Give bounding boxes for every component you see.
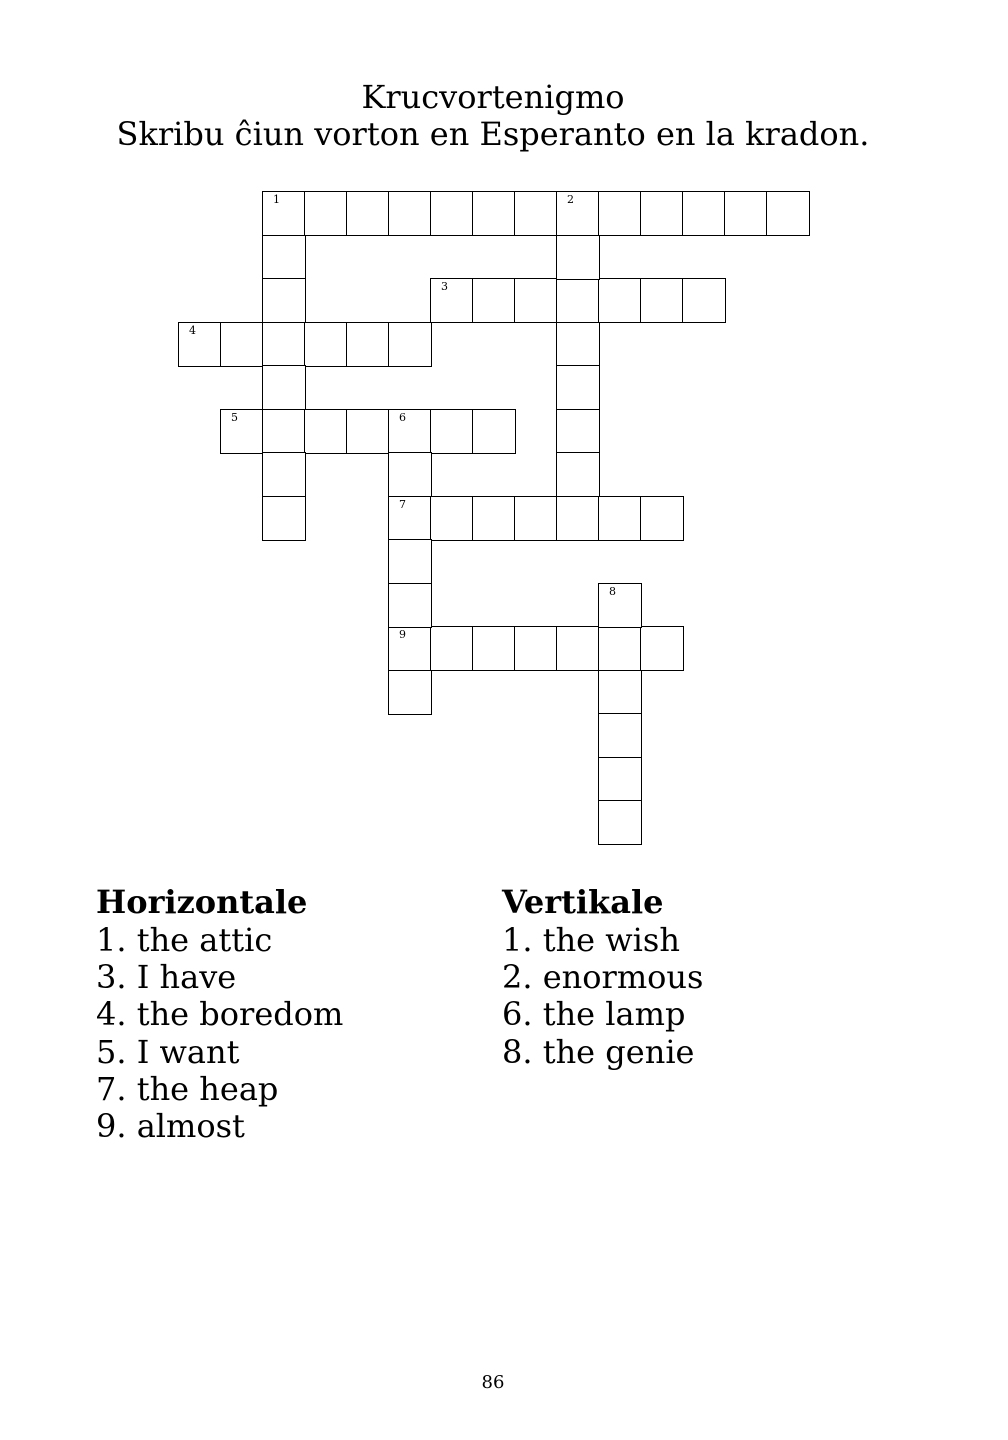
crossword-cell[interactable]	[598, 757, 642, 802]
clue-number: 2	[567, 193, 574, 206]
crossword-cell[interactable]	[598, 191, 642, 236]
crossword-cell[interactable]	[262, 278, 306, 323]
crossword-cell[interactable]	[640, 626, 684, 671]
crossword-cell[interactable]	[388, 322, 432, 367]
page-title: Krucvortenigmo	[361, 78, 625, 116]
across-clue: 1. the attic	[96, 921, 273, 959]
crossword-cell[interactable]	[262, 452, 306, 497]
crossword-cell[interactable]	[640, 496, 684, 541]
page-number: 86	[481, 1372, 505, 1393]
crossword-cell[interactable]	[472, 626, 516, 671]
crossword-cell[interactable]	[388, 191, 432, 236]
crossword-cell[interactable]	[556, 496, 600, 541]
crossword-cell[interactable]	[262, 235, 306, 280]
crossword-cell[interactable]	[388, 583, 432, 628]
crossword-cell[interactable]	[220, 409, 264, 454]
crossword-cell[interactable]	[430, 496, 474, 541]
crossword-cell[interactable]	[598, 496, 642, 541]
down-clue: 6. the lamp	[502, 995, 686, 1034]
crossword-cell[interactable]	[598, 278, 642, 323]
crossword-cell[interactable]	[346, 322, 390, 367]
crossword-cell[interactable]	[556, 452, 600, 497]
clue-number: 3	[441, 280, 448, 293]
crossword-cell[interactable]	[430, 409, 474, 454]
crossword-cell[interactable]	[598, 713, 642, 758]
crossword-cell[interactable]	[262, 365, 306, 410]
crossword-cell[interactable]	[556, 235, 600, 280]
down-heading: Vertikale	[502, 883, 664, 921]
crossword-cell[interactable]	[514, 278, 558, 323]
crossword-cell[interactable]	[262, 322, 306, 367]
crossword-cell[interactable]	[388, 670, 432, 715]
across-clue: 7. the heap	[96, 1069, 279, 1108]
crossword-cell[interactable]	[766, 191, 810, 236]
across-clue: 9. almost	[96, 1107, 245, 1146]
crossword-cell[interactable]	[682, 191, 726, 236]
crossword-cell[interactable]	[682, 278, 726, 323]
crossword-cell[interactable]	[640, 278, 684, 323]
clue-number: 5	[231, 410, 238, 424]
crossword-cell[interactable]	[472, 409, 516, 454]
crossword-cell[interactable]	[388, 626, 432, 671]
down-clue: 1. the wish	[502, 921, 680, 959]
crossword-cell[interactable]	[262, 191, 306, 236]
crossword-cell[interactable]	[472, 496, 516, 541]
crossword-cell[interactable]	[304, 191, 348, 236]
across-clues	[96, 882, 343, 1145]
clue-number: 4	[189, 323, 196, 337]
crossword-cell[interactable]	[556, 191, 600, 236]
crossword-cell[interactable]	[472, 191, 516, 236]
crossword-cell[interactable]	[598, 670, 642, 715]
crossword-cell[interactable]	[556, 626, 600, 671]
clue-number: 6	[399, 410, 406, 424]
crossword-cell[interactable]	[220, 322, 264, 367]
clue-number: 1	[273, 193, 280, 206]
crossword-cell[interactable]	[724, 191, 768, 236]
instructions: Skribu ĉiun vorton en Esperanto en la kradon.	[116, 115, 870, 153]
across-clue: 3. I have	[96, 958, 237, 997]
crossword-cell[interactable]	[430, 278, 474, 323]
crossword-cell[interactable]	[430, 626, 474, 671]
crossword-cell[interactable]	[304, 322, 348, 367]
crossword-cell[interactable]	[430, 191, 474, 236]
clue-number: 7	[399, 497, 406, 511]
crossword-cell[interactable]	[388, 496, 432, 541]
crossword-cell[interactable]	[598, 800, 642, 845]
crossword-cell[interactable]	[304, 409, 348, 454]
crossword-cell[interactable]	[556, 322, 600, 367]
crossword-cell[interactable]	[556, 278, 600, 323]
crossword-cell[interactable]	[472, 278, 516, 323]
crossword-cell[interactable]	[388, 539, 432, 584]
crossword-cell[interactable]	[346, 409, 390, 454]
crossword-cell[interactable]	[388, 452, 432, 497]
down-clue: 8. the genie	[502, 1032, 695, 1071]
crossword-cell[interactable]	[514, 191, 558, 236]
crossword-cell[interactable]	[346, 191, 390, 236]
crossword-cell[interactable]	[514, 626, 558, 671]
crossword-cell[interactable]	[262, 496, 306, 541]
crossword-cell[interactable]	[556, 409, 600, 454]
crossword-cell[interactable]	[388, 409, 432, 454]
clue-number: 8	[609, 584, 616, 598]
across-clue: 5. I want	[96, 1032, 240, 1071]
down-clue: 2. enormous	[502, 958, 704, 997]
clue-number: 9	[399, 628, 406, 641]
crossword-cell[interactable]	[178, 322, 222, 367]
across-heading: Horizontale	[96, 883, 308, 921]
crossword-cell[interactable]	[640, 191, 684, 236]
crossword-cell[interactable]	[598, 626, 642, 671]
crossword-cell[interactable]	[514, 496, 558, 541]
crossword-cell[interactable]	[262, 409, 306, 454]
crossword-cell[interactable]	[598, 583, 642, 628]
down-clues	[502, 882, 703, 1071]
across-clue: 4. the boredom	[96, 995, 344, 1034]
crossword-cell[interactable]	[556, 365, 600, 410]
